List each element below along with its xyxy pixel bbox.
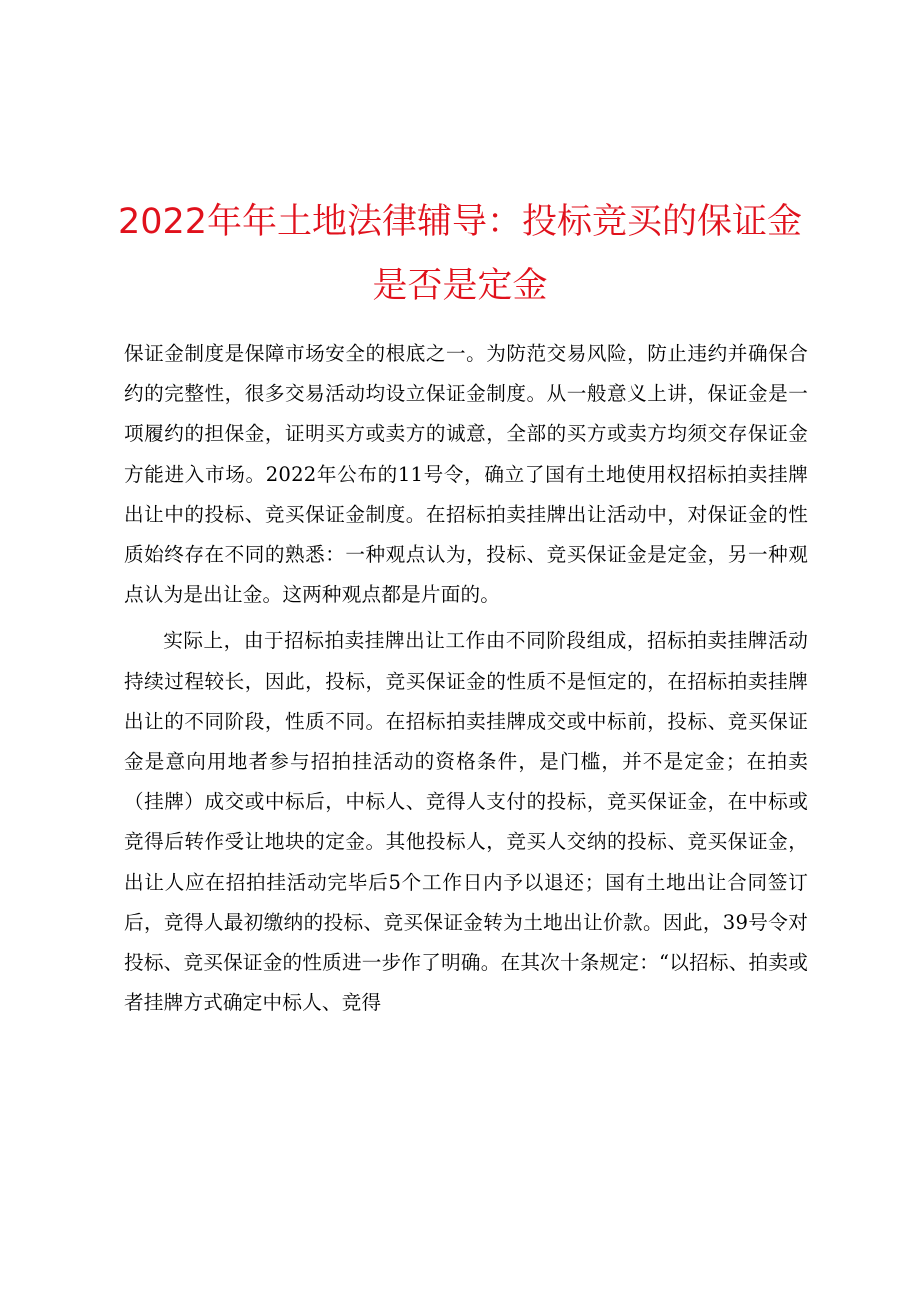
document-title: 2022年年土地法律辅导：投标竞买的保证金是否是定金 — [117, 202, 803, 306]
paragraph-2: 实际上，由于招标拍卖挂牌出让工作由不同阶段组成，招标拍卖挂牌活动持续过程较长，因此，投标，竞买保证金的性质不是恒定的，在招标拍卖挂牌出让的不同阶段，性质不同。在招标拍卖挂牌成交或中标前，投标、竞买保证金是意向用地者参与招拍挂活动的资格条件，是门槛，并不是定金；在拍卖（挂牌）成交或中标后，中标人、竞得人支付的投标，竞买保证金，在中标或竞得后转作受让地块的定金。其他投标人，竞买人交纳的投标、竞买保证金，出让人应在招拍挂活动完毕后5个工作日内予以退还；国有土地出让合同签订后，竞得人最初缴纳的投标、竞买保证金转为土地出让价款。因此，39号令对投标、竞买保证金的性质进一步作了明确。在其次十条规定：“以招标、拍卖或者挂牌方式确定中标人、竞得 — [124, 629, 808, 1015]
paragraph-1: 保证金制度是保障市场安全的根底之一。为防范交易风险，防止违约并确保合约的完整性，很多交易活动均设立保证金制度。从一般意义上讲，保证金是一项履约的担保金，证明买方或卖方的诚意，全部的买方或卖方均须交存保证金方能进入市场。2022年公布的11号令，确立了国有土地使用权招标拍卖挂牌出让中的投标、竞买保证金制度。在招标拍卖挂牌出让活动中，对保证金的性质始终存在不同的熟悉：一种观点认为，投标、竞买保证金是定金，另一种观点认为是出让金。这两种观点都是片面的。 — [124, 342, 808, 607]
document-body — [124, 334, 808, 1023]
